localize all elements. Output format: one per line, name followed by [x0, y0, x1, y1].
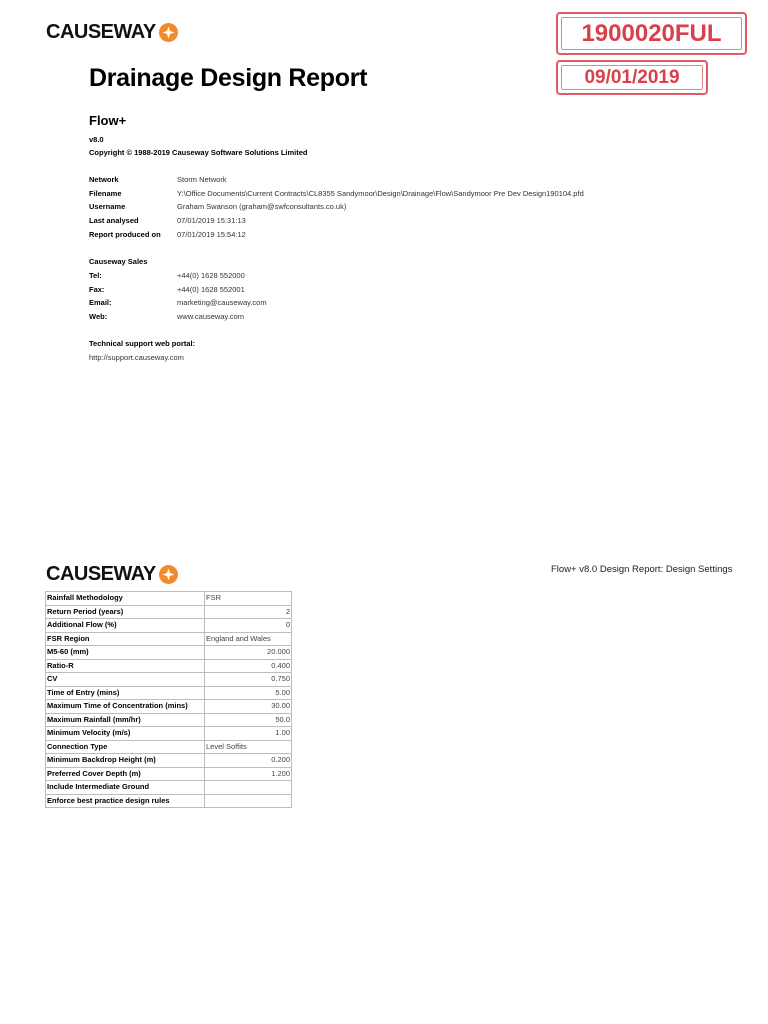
- setting-label: Minimum Velocity (m/s): [46, 727, 205, 741]
- detail-value: Y:\Office Documents\Current Contracts\CL8355 Sandymoor\Design\Drainage\Flow\Sandymoor Pre Dev Design190104.pfd: [177, 189, 584, 198]
- page-header: Flow+ v8.0 Design Report: Design Settings: [551, 564, 733, 575]
- setting-label: FSR Region: [46, 632, 205, 646]
- logo-star-icon: [159, 565, 178, 584]
- causeway-logo: [46, 21, 178, 44]
- setting-label: Maximum Time of Concentration (mins): [46, 700, 205, 714]
- table-row: [46, 632, 292, 646]
- sales-value: www.causeway.com: [177, 312, 244, 321]
- setting-value: 0.400: [205, 659, 292, 673]
- setting-label: Additional Flow (%): [46, 619, 205, 633]
- table-row: [46, 754, 292, 768]
- setting-label: Ratio-R: [46, 659, 205, 673]
- product-name: Flow+: [89, 113, 127, 128]
- detail-label: Report produced on: [89, 230, 161, 239]
- setting-value: England and Wales: [205, 632, 292, 646]
- setting-label: Preferred Cover Depth (m): [46, 767, 205, 781]
- reference-stamp: [556, 12, 747, 55]
- sales-value: +44(0) 1628 552001: [177, 285, 245, 294]
- detail-label: Filename: [89, 189, 122, 198]
- setting-value: 0: [205, 619, 292, 633]
- setting-value: 1.00: [205, 727, 292, 741]
- stamp-date: 09/01/2019: [584, 66, 680, 88]
- table-row: [46, 740, 292, 754]
- logo-text: CAUSEWAY: [46, 21, 156, 43]
- setting-label: M5-60 (mm): [46, 646, 205, 660]
- sales-label: Tel:: [89, 271, 102, 280]
- setting-label: Rainfall Methodology: [46, 592, 205, 606]
- setting-label: Return Period (years): [46, 605, 205, 619]
- detail-value: Storm Network: [177, 175, 227, 184]
- table-row: [46, 605, 292, 619]
- setting-value: [205, 794, 292, 808]
- table-row: [46, 794, 292, 808]
- setting-value: 30.00: [205, 700, 292, 714]
- detail-label: Network: [89, 175, 119, 184]
- setting-value: 20.000: [205, 646, 292, 660]
- setting-label: Include Intermediate Ground: [46, 781, 205, 795]
- sales-label: Email:: [89, 298, 112, 307]
- setting-label: Minimum Backdrop Height (m): [46, 754, 205, 768]
- reference-number: 1900020FUL: [581, 19, 722, 47]
- setting-value: 0.200: [205, 754, 292, 768]
- table-row: [46, 673, 292, 687]
- logo-star-icon: [159, 23, 178, 42]
- table-row: [46, 646, 292, 660]
- design-settings-table: [45, 591, 292, 808]
- setting-value: [205, 781, 292, 795]
- detail-value: 07/01/2019 15:31:13: [177, 216, 246, 225]
- detail-label: Last analysed: [89, 216, 139, 225]
- setting-value: Level Soffits: [205, 740, 292, 754]
- copyright: Copyright © 1988-2019 Causeway Software Solutions Limited: [89, 148, 308, 157]
- table-row: [46, 686, 292, 700]
- sales-label: Web:: [89, 312, 108, 321]
- setting-label: Maximum Rainfall (mm/hr): [46, 713, 205, 727]
- setting-value: 1.200: [205, 767, 292, 781]
- support-url[interactable]: http://support.causeway.com: [89, 353, 184, 362]
- setting-label: Time of Entry (mins): [46, 686, 205, 700]
- table-row: [46, 592, 292, 606]
- setting-value: 2: [205, 605, 292, 619]
- report-title: Drainage Design Report: [89, 64, 368, 92]
- sales-heading: Causeway Sales: [89, 257, 148, 266]
- date-stamp: [556, 60, 708, 95]
- setting-label: Connection Type: [46, 740, 205, 754]
- setting-value: 0.750: [205, 673, 292, 687]
- table-row: [46, 727, 292, 741]
- detail-label: Username: [89, 202, 126, 211]
- table-row: [46, 659, 292, 673]
- detail-value: Graham Swanson (graham@swfconsultants.co.uk): [177, 202, 347, 211]
- sales-value: +44(0) 1628 552000: [177, 271, 245, 280]
- sales-label: Fax:: [89, 285, 105, 294]
- setting-label: CV: [46, 673, 205, 687]
- table-row: [46, 781, 292, 795]
- table-row: [46, 713, 292, 727]
- detail-value: 07/01/2019 15:54:12: [177, 230, 246, 239]
- support-heading: Technical support web portal:: [89, 339, 196, 348]
- setting-label: Enforce best practice design rules: [46, 794, 205, 808]
- setting-value: 50.0: [205, 713, 292, 727]
- logo-text: CAUSEWAY: [46, 563, 156, 585]
- version: v8.0: [89, 135, 104, 144]
- table-row: [46, 700, 292, 714]
- setting-value: FSR: [205, 592, 292, 606]
- causeway-logo-page2: [46, 563, 178, 586]
- table-row: [46, 767, 292, 781]
- setting-value: 5.00: [205, 686, 292, 700]
- table-row: [46, 619, 292, 633]
- sales-value: marketing@causeway.com: [177, 298, 267, 307]
